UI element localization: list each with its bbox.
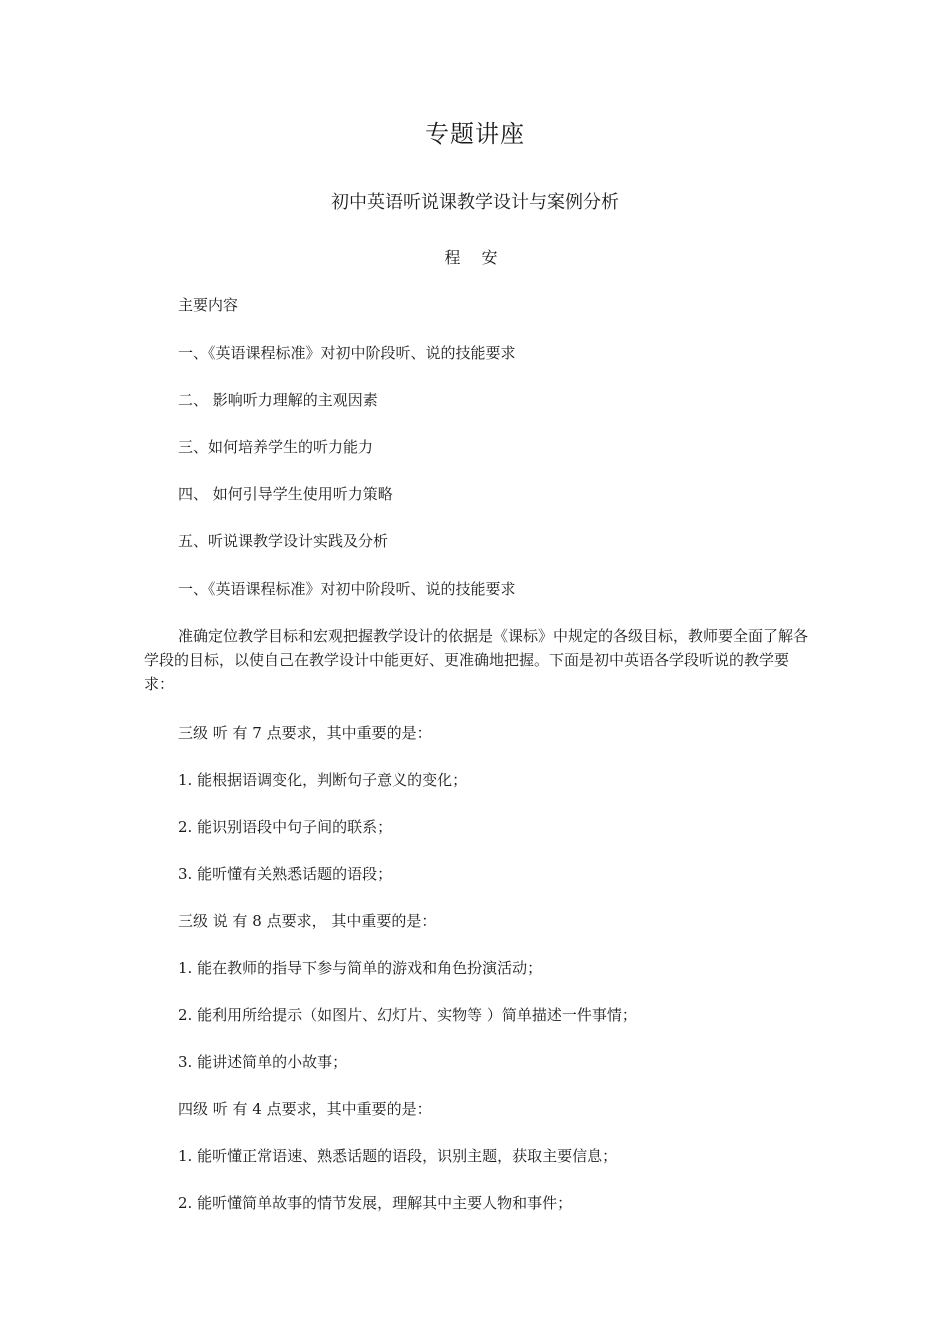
section-paragraph: 准确定位教学目标和宏观把握教学设计的依据是《课标》中规定的各级目标，教师要全面了解各学段的目标，以使自己在教学设计中能更好、更准确地把握。下面是初中英语各学段听说的教学要求： xyxy=(144,627,809,693)
requirement-item: 2. 能利用所给提示（如图片、幻灯片、实物等 ）简单描述一件事情； xyxy=(178,1006,637,1024)
contents-item: 四、 如何引导学生使用听力策略 xyxy=(178,485,393,503)
requirement-item: 3. 能听懂有关熟悉话题的语段； xyxy=(178,865,393,883)
document-author: 程 安 xyxy=(444,248,506,267)
document-title: 专题讲座 xyxy=(425,120,525,148)
document-subtitle: 初中英语听说课教学设计与案例分析 xyxy=(331,192,619,213)
requirement-item: 1. 能根据语调变化，判断句子意义的变化； xyxy=(178,771,468,789)
section-heading: 一、《英语课程标准》对初中阶段听、说的技能要求 xyxy=(178,580,516,598)
contents-item: 二、 影响听力理解的主观因素 xyxy=(178,391,378,409)
level-heading-3-listening: 三级 听 有 7 点要求，其中重要的是： xyxy=(178,724,432,742)
requirement-item: 1. 能听懂正常语速、熟悉话题的语段，识别主题，获取主要信息； xyxy=(178,1147,618,1165)
contents-item: 三、如何培养学生的听力能力 xyxy=(178,438,374,456)
contents-heading: 主要内容 xyxy=(178,296,239,314)
contents-item: 五、听说课教学设计实践及分析 xyxy=(178,532,389,550)
requirement-item: 2. 能听懂简单故事的情节发展，理解其中主要人物和事件； xyxy=(178,1194,573,1212)
contents-item: 一、《英语课程标准》对初中阶段听、说的技能要求 xyxy=(178,344,516,362)
requirement-item: 3. 能讲述简单的小故事； xyxy=(178,1053,348,1071)
requirement-item: 2. 能识别语段中句子间的联系； xyxy=(178,818,393,836)
requirement-item: 1. 能在教师的指导下参与简单的游戏和角色扮演活动； xyxy=(178,959,543,977)
level-heading-3-speaking: 三级 说 有 8 点要求， 其中重要的是： xyxy=(178,912,437,930)
level-heading-4-listening: 四级 听 有 4 点要求，其中重要的是： xyxy=(178,1100,432,1118)
